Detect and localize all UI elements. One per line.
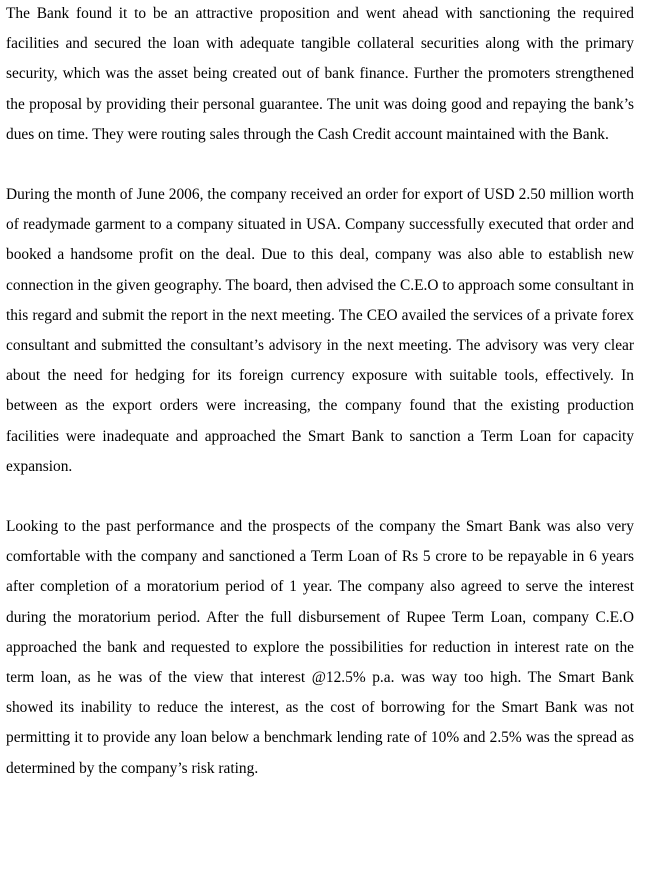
paragraph-term-loan: Looking to the past performance and the prospects of the company the Smart Bank was also very comfortable with the company and sanctioned a Term Loan of Rs 5 crore to be repayable in 6 years after completion of a moratorium period of 1 year. The company also agreed to serve the interest during the moratorium period. After the full disbursement of Rupee Term Loan, company C.E.O approached the bank and requested to explore the possibilities for reduction in interest rate on the term loan, as he was of the view that interest @12.5% p.a. was way too high. The Smart Bank showed its inability to reduce the interest, as the cost of borrowing for the Smart Bank was not permitting it to provide any loan below a benchmark lending rate of 10% and 2.5% was the spread as determined by the company’s risk rating. <box>6 518 634 777</box>
document-body <box>6 0 634 784</box>
paragraph-export-order: During the month of June 2006, the company received an order for export of USD 2.50 million worth of readymade garment to a company situated in USA. Company successfully executed that order and booked a handsome profit on the deal. Due to this deal, company was also able to establish new connection in the given geography. The board, then advised the C.E.O to approach some consultant in this regard and submit the report in the next meeting. The CEO availed the services of a private forex consultant and submitted the consultant’s advisory in the next meeting. The advisory was very clear about the need for hedging for its foreign currency exposure with suitable tools, effectively. In between as the export orders were increasing, the company found that the existing production facilities were inadequate and approached the Smart Bank to sanction a Term Loan for capacity expansion. <box>6 186 634 475</box>
paragraph-bank-proposition: The Bank found it to be an attractive proposition and went ahead with sanctioning the required facilities and secured the loan with adequate tangible collateral securities along with the primary security, which was the asset being created out of bank finance. Further the promoters strengthened the proposal by providing their personal guarantee. The unit was doing good and repaying the bank’s dues on time. They were routing sales through the Cash Credit account maintained with the Bank. <box>6 5 634 143</box>
